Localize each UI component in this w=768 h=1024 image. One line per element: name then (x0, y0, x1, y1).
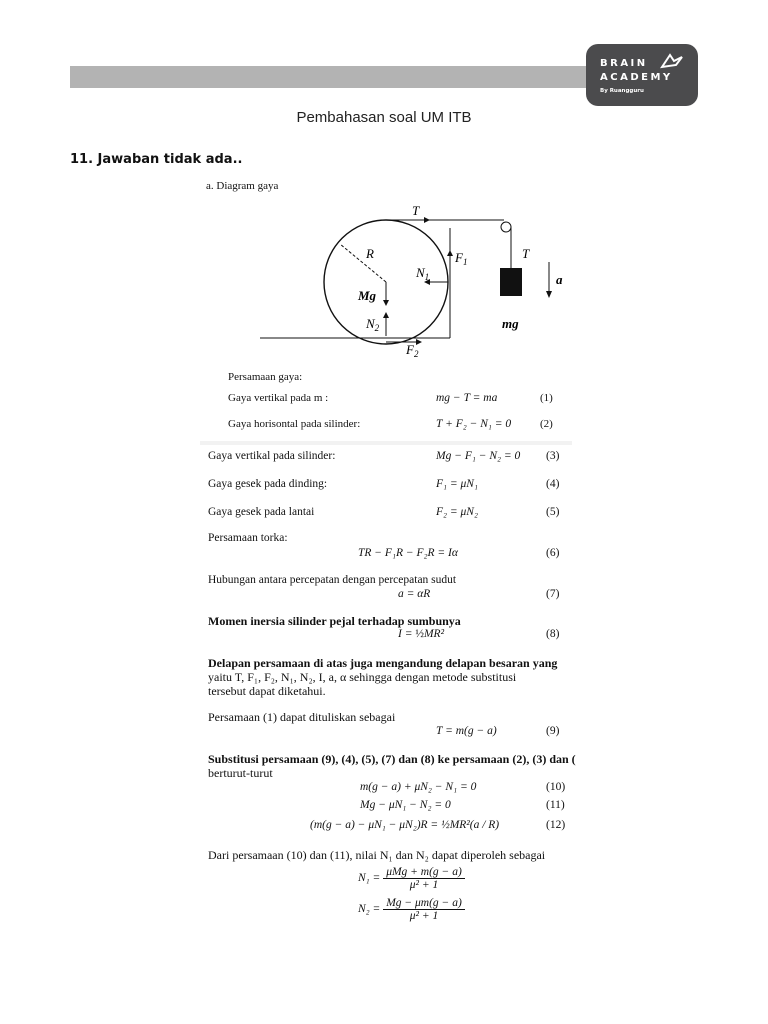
summary-line-2: yaitu T, F₁, F₂, N₁, N₂, I, a, α sehingga dengan metode substitusi (208, 670, 517, 684)
section-divider (200, 441, 572, 445)
header-bar (70, 66, 630, 88)
accel-eq: a = αR (398, 588, 431, 600)
label-F2: $F_2$ (406, 342, 419, 359)
label-a: a (556, 272, 563, 287)
inertia-num: (8) (546, 628, 560, 640)
label-N2: $N_2$ (366, 316, 380, 333)
label-Mg: Mg (358, 288, 377, 303)
force2-row-2-num: (4) (546, 478, 560, 490)
torque-heading: Persamaan torka: (208, 532, 288, 544)
force2-row-2-label: Gaya gesek pada dinding: (208, 478, 328, 490)
subst-num-11: (11) (546, 799, 565, 811)
eq9-text: Persamaan (1) dapat dituliskan sebagai (208, 710, 396, 724)
subst-line-2: berturut-turut (208, 766, 273, 780)
n2-expression: N₂ = $\frac{Mg - \mu m(g - a)}{\text{μ² + 1}}$ (358, 897, 465, 922)
accel-num: (7) (546, 588, 560, 600)
arrow-F1-head (447, 250, 453, 256)
subst-eq-11: Mg − μN₁ − N₂ = 0 (360, 799, 451, 811)
arrow-a-head (546, 291, 552, 298)
inertia-eq: I = ½MR² (398, 628, 445, 640)
force2-row-2-eq: F₁ = μN₁ (436, 478, 478, 490)
brand-line1: BRAIN (600, 58, 648, 69)
force-row-1-label: Gaya vertikal pada m : (228, 392, 329, 404)
subst-line-1: Substitusi persamaan (9), (4), (5), (7) dan (8) ke persamaan (2), (3) dan ( (208, 752, 576, 766)
force2-row-1-eq: Mg − F₁ − N₂ = 0 (436, 450, 521, 462)
torque-eq: TR − F₁R − F₂R = Iα (358, 547, 458, 559)
label-mg: mg (502, 316, 519, 331)
force2-row-3-eq: F₂ = μN₂ (436, 506, 478, 518)
brand-bird-icon (660, 53, 684, 71)
diagram-caption: a. Diagram gaya (206, 180, 279, 192)
subst-eq-10: m(g − a) + μN₂ − N₁ = 0 (360, 781, 477, 793)
final-text: Dari persamaan (10) dan (11), nilai N₁ dan N₂ dapat diperoleh sebagai (208, 848, 546, 862)
force2-row-1-label: Gaya vertikal pada silinder: (208, 450, 336, 462)
radius-line (340, 244, 386, 282)
force2-row-3-label: Gaya gesek pada lantai (208, 506, 315, 518)
arrow-F2-head (416, 339, 422, 345)
summary-line-1: Delapan persamaan di atas juga mengandung delapan besaran yang (208, 656, 558, 670)
force-row-2-eq: T + F₂ − N₁ = 0 (436, 418, 512, 430)
accel-heading: Hubungan antara percepatan dengan percepatan sudut (208, 574, 457, 586)
brand-logo (586, 44, 698, 106)
inertia-heading: Momen inersia silinder pejal terhadap sumbunya (208, 614, 461, 628)
label-T-top: T (412, 203, 420, 218)
force-row-2-label: Gaya horisontal pada silinder: (228, 418, 361, 430)
summary-line-3: tersebut dapat diketahui. (208, 684, 326, 698)
torque-num: (6) (546, 547, 560, 559)
n1-expression: N₁ = $\frac{\text{μMg + m(g − a)}}{\text{μ² + 1}}$ (358, 866, 465, 891)
label-F1: $F_1$ (455, 250, 468, 267)
label-T-side: T (522, 246, 530, 261)
brand-line3: By Ruangguru (600, 88, 644, 94)
force-diagram (260, 200, 580, 370)
subst-num-10: (10) (546, 781, 566, 793)
arrow-N2-head (383, 312, 389, 318)
arrow-T-top-head (424, 217, 430, 223)
label-R: R (366, 246, 374, 261)
pulley (501, 222, 511, 232)
eq9-num: (9) (546, 725, 560, 737)
force2-row-1-num: (3) (546, 450, 560, 462)
brand-line2: ACADEMY (600, 72, 673, 83)
subst-num-12: (12) (546, 819, 566, 831)
subst-eq-12: (m(g − a) − μN₁ − μN₂)R = ½MR²(a / R) (310, 819, 500, 831)
page-title: Pembahasan soal UM ITB (296, 109, 472, 126)
force2-row-3-num: (5) (546, 506, 560, 518)
hanging-mass (500, 268, 522, 296)
force-row-1-eq: mg − T = ma (436, 392, 498, 404)
eq9-eq: T = m(g − a) (436, 725, 497, 737)
force-row-2-num: (2) (540, 418, 553, 430)
question-heading: 11. Jawaban tidak ada.. (70, 152, 243, 167)
arrow-Mg-head (383, 300, 389, 306)
force-row-1-num: (1) (540, 392, 553, 404)
force-heading: Persamaan gaya: (228, 371, 303, 383)
label-N1: $N_1$ (416, 265, 430, 282)
